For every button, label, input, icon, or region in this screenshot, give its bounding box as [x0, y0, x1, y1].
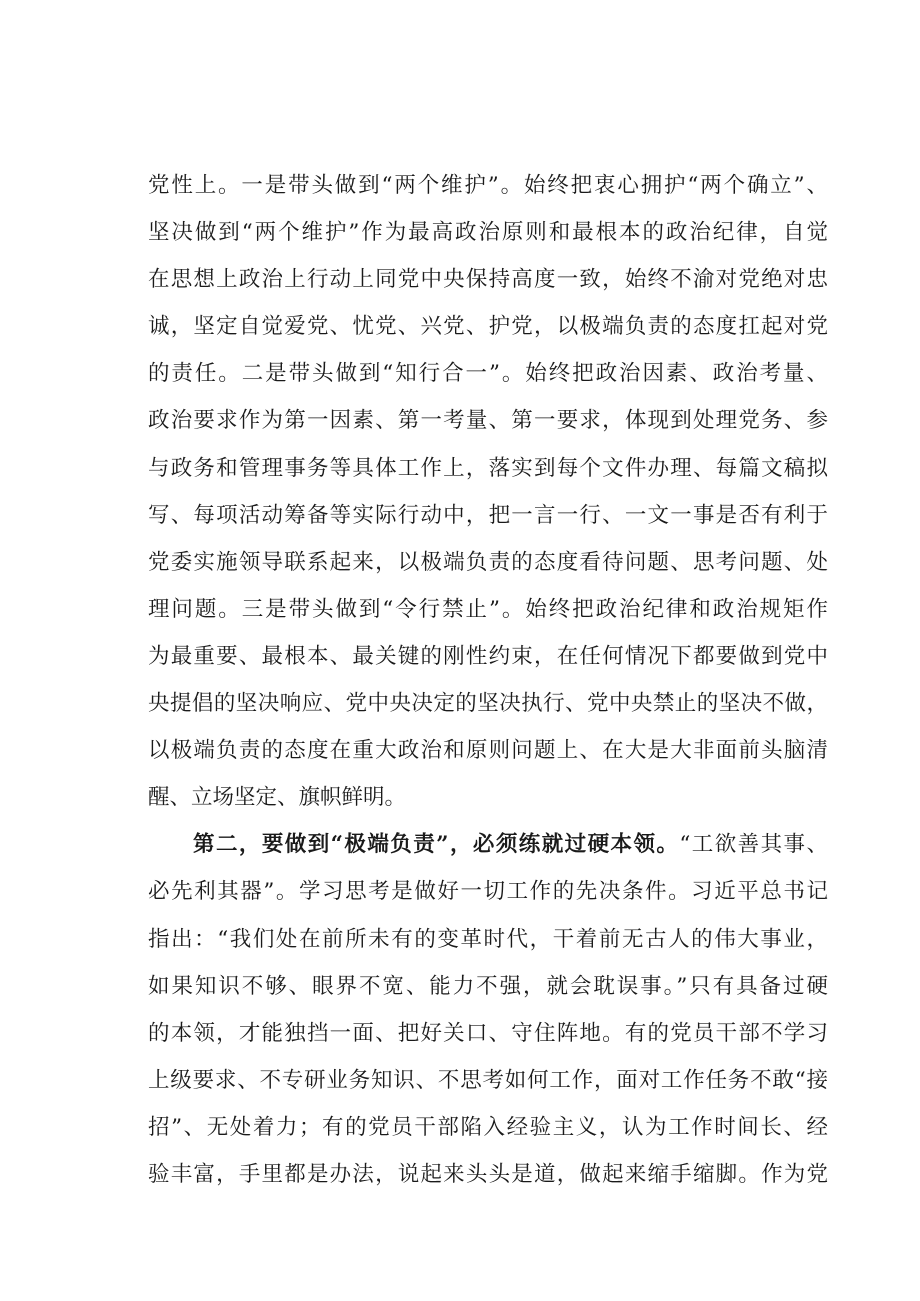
text-line: 指出：“我们处在前所未有的变革时代，干着前无古人的伟大事业，	[148, 926, 828, 952]
text-line: 的责任。二是带头做到“知行合一”。始终把政治因素、政治考量、	[148, 361, 828, 387]
text-line: 与政务和管理事务等具体工作上，落实到每个文件办理、每篇文稿拟	[148, 455, 828, 481]
text-line: 验丰富，手里都是办法，说起来头头是道，做起来缩手缩脚。作为党	[148, 1161, 828, 1187]
text-line: 醒、立场坚定、旗帜鲜明。	[148, 785, 407, 811]
text-line: 党委实施领导联系起来，以极端负责的态度看待问题、思考问题、处	[148, 549, 828, 575]
heading-followup: “工欲善其事、	[679, 832, 828, 858]
paragraph-heading: 第二，要做到“极端负责”，必须练就过硬本领。	[193, 832, 680, 858]
text-line: 为最重要、最根本、最关键的刚性约束，在任何情况下都要做到党中	[148, 643, 828, 669]
text-line: 写、每项活动筹备等实际行动中，把一言一行、一文一事是否有利于	[148, 502, 828, 528]
text-line: 在思想上政治上行动上同党中央保持高度一致，始终不渝对党绝对忠	[148, 267, 828, 293]
text-line: 坚决做到“两个维护”作为最高政治原则和最根本的政治纪律，自觉	[148, 220, 828, 246]
text-line: 的本领，才能独挡一面、把好关口、守住阵地。有的党员干部不学习	[148, 1020, 828, 1046]
text-line: 政治要求作为第一因素、第一考量、第一要求，体现到处理党务、参	[148, 408, 828, 434]
paragraph-1	[148, 162, 828, 821]
body-text	[148, 162, 828, 1198]
paragraph-2	[148, 821, 828, 1198]
text-line: 如果知识不够、眼界不宽、能力不强，就会耽误事。”只有具备过硬	[148, 973, 828, 999]
text-line	[148, 821, 828, 868]
text-line: 理问题。三是带头做到“令行禁止”。始终把政治纪律和政治规矩作	[148, 596, 828, 622]
text-line: 央提倡的坚决响应、党中央决定的坚决执行、党中央禁止的坚决不做，	[148, 691, 828, 717]
text-line: 诚，坚定自觉爱党、忧党、兴党、护党，以极端负责的态度扛起对党	[148, 314, 828, 340]
text-line: 党性上。一是带头做到“两个维护”。始终把衷心拥护“两个确立”、	[148, 173, 828, 198]
text-line: 招”、无处着力；有的党员干部陷入经验主义，认为工作时间长、经	[148, 1114, 828, 1140]
text-line: 上级要求、不专研业务知识、不思考如何工作，面对工作任务不敢“接	[148, 1067, 828, 1093]
text-line: 以极端负责的态度在重大政治和原则问题上、在大是大非面前头脑清	[148, 738, 828, 764]
text-line: 必先利其器”。学习思考是做好一切工作的先决条件。习近平总书记	[148, 879, 828, 905]
